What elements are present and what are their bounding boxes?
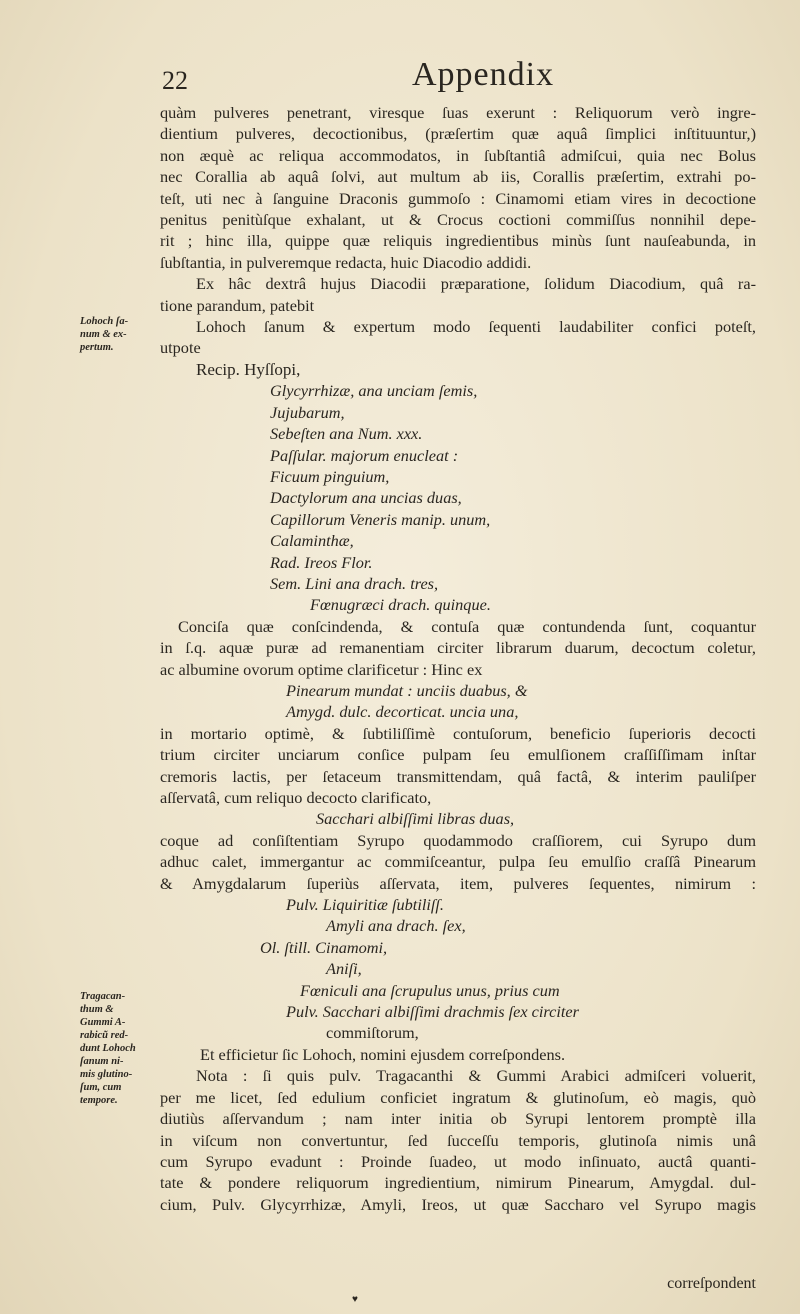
margin-note-line: Gummi A- xyxy=(80,1017,126,1028)
recipe-ingredient: Dactylorum ana uncias duas, xyxy=(270,488,462,508)
margin-note-lohoch xyxy=(80,315,152,354)
catchword: correſpondent xyxy=(667,1275,756,1292)
text-line: ac albumine ovorum optime clarificetur : Hinc ex xyxy=(160,659,483,679)
recipe-ingredient: Amyli ana drach. ſex, xyxy=(326,916,466,936)
recipe-ingredient: Fœniculi ana ſcrupulus unus, prius cum xyxy=(300,980,560,1000)
margin-note-line: thum & xyxy=(80,1004,114,1015)
margin-note-line: dunt Lohoch xyxy=(80,1043,136,1054)
margin-note-tragacanthum xyxy=(80,990,152,1107)
recipe-ingredient: Ol. ſtill. Cinamomi, xyxy=(260,937,388,957)
margin-note-line: num & ex- xyxy=(80,329,127,340)
margin-note-line: mis glutino- xyxy=(80,1069,133,1080)
recipe-ingredient: Sem. Lini ana drach. tres, xyxy=(270,573,439,593)
text-line: in mortario optimè, & ſubtiliſſimè contuſorum, beneficio ſuperioris decocti xyxy=(160,723,756,743)
recipe-ingredient: Pulv. Liquiritiæ ſubtiliſſ. xyxy=(286,895,445,915)
text-line: cum Syrupo evadunt : Proinde ſuadeo, ut modo inſinuato, auctâ quanti- xyxy=(160,1151,756,1171)
recipe-ingredient: Paſſular. majorum enucleat : xyxy=(270,445,459,465)
main-text xyxy=(160,102,756,1215)
running-header xyxy=(0,56,800,100)
text-line: trium circiter unciarum conſice pulpam ſeu emulſionem craſſiſſimam inſtar xyxy=(160,745,756,765)
recipe-ingredient: Rad. Ireos Flor. xyxy=(270,552,373,572)
recipe-ingredient: Pulv. Sacchari albiſſimi drachmis ſex circiter xyxy=(286,1002,579,1022)
text-line: adhuc calet, immergantur ac commiſceantur, pulpa ſeu emulſio craſſâ Pinearum xyxy=(160,852,756,872)
text-line: dientium pulveres, decoctionibus, (præſertim quæ aquâ ſimplici inſtituuntur,) xyxy=(160,124,756,144)
text-line: rit ; hinc illa, quippe quæ reliquis ingredientibus minùs ſunt nauſeabunda, in xyxy=(160,231,756,251)
margin-note-line: ſum, cum xyxy=(80,1082,122,1093)
text-line: Ex hâc dextrâ hujus Diacodii præparatione, ſolidum Diacodium, quâ ra- xyxy=(196,274,756,294)
text-line: Nota : ſi quis pulv. Tragacanthi & Gummi Arabici admiſceri voluerit, xyxy=(196,1066,756,1086)
text-line: per me licet, ſed edulium conficiet ingratum & glutinoſum, eò magis, quò xyxy=(160,1087,756,1107)
text-line: teſt, uti nec à ſanguine Draconis gummoſo : Cinamomi etiam vires in decoctione xyxy=(160,188,756,208)
text-line: Conciſa quæ conſcindenda, & contuſa quæ contundenda ſunt, coquantur xyxy=(178,616,756,636)
recipe-ingredient: Ficuum pinguium, xyxy=(270,466,390,486)
text-line: tate & pondere reliquorum ingredientium, nimirum Pinearum, Amygdal. dul- xyxy=(160,1173,756,1193)
margin-note-line: Lohoch ſa- xyxy=(80,316,129,327)
text-line: coque ad conſiſtentiam Syrupo quodammodo craſſiorem, cui Syrupo dum xyxy=(160,830,756,850)
text-line: ſubſtantia, in pulveremque redacta, huic Diacodio addidi. xyxy=(160,252,532,272)
recipe-ingredient: Fœnugræci drach. quinque. xyxy=(310,595,491,615)
text-line: diutiùs aſſervandum ; nam inter initia ob Syrupi lentorem promptè illa xyxy=(160,1109,756,1129)
recipe-ingredient: Amygd. dulc. decorticat. uncia una, xyxy=(286,702,519,722)
text-line: tione parandum, patebit xyxy=(160,295,315,315)
recipe-ingredient: Jujubarum, xyxy=(270,402,345,422)
recipe-ingredient: Pinearum mundat : unciis duabus, & xyxy=(286,680,528,700)
recipe-ingredient: Glycyrrhizæ, ana unciam ſemis, xyxy=(270,381,478,401)
text-line: Lohoch ſanum & expertum modo ſequenti laudabiliter confici poteſt, xyxy=(196,317,756,337)
text-line: cium, Pulv. Glycyrrhizæ, Amyli, Ireos, ut quæ Saccharo vel Syrupo magis xyxy=(160,1194,756,1214)
ornament-icon: ♥ xyxy=(352,1294,358,1305)
text-line: in viſcum non convertuntur, ſed ſucceſſu temporis, glutinoſa nimis unâ xyxy=(160,1130,756,1150)
text-line: in ſ.q. aquæ puræ ad remanentiam circiter librarum duarum, decoctum coletur, xyxy=(160,638,756,658)
recipe-ingredient: Capillorum Veneris manip. unum, xyxy=(270,509,491,529)
text-line: nec Corallia ab aquâ ſolvi, aut multum ab iis, Corallis præſertim, extrahi po- xyxy=(160,167,756,187)
margin-note-line: rabicũ red- xyxy=(80,1030,129,1041)
text-line: penitus penitùſque exhalant, ut & Crocus coctioni commiſſus nonnihil depe- xyxy=(160,210,756,230)
text-line: non æquè ac reliqua accommodatos, in ſubſtantiâ admiſcui, quia nec Bolus xyxy=(160,145,756,165)
margin-note-line: pertum. xyxy=(80,342,114,353)
recipe-heading: Recip. Hyſſopi, xyxy=(196,359,301,379)
margin-note-line: ſanum ni- xyxy=(80,1056,124,1067)
page-number: 22 xyxy=(162,66,188,95)
text-line: cremoris lactis, per ſetaceum transmittendam, quâ factâ, & interim pauliſper xyxy=(160,766,756,786)
recipe-ingredient: Aniſi, xyxy=(326,959,362,979)
recipe-ingredient: Calaminthæ, xyxy=(270,531,354,551)
text-line: quàm pulveres penetrant, viresque ſuas exerunt : Reliquorum verò ingre- xyxy=(160,103,756,122)
text-line: Et efficietur ſic Lohoch, nomini ejusdem correſpondens. xyxy=(200,1044,566,1064)
text-line: utpote xyxy=(160,338,201,358)
margin-note-line: Tragacan- xyxy=(80,991,126,1002)
margin-note-line: tempore. xyxy=(80,1095,118,1106)
recipe-ingredient: Sacchari albiſſimi libras duas, xyxy=(316,809,515,829)
text-line: & Amygdalarum ſuperiùs aſſervata, item, pulveres ſequentes, nimirum : xyxy=(160,873,756,893)
recipe-ingredient: Sebeſten ana Num. xxx. xyxy=(270,424,423,444)
page-title: Appendix xyxy=(412,56,555,93)
text-line: aſſervatâ, cum reliquo decocto clarificato, xyxy=(160,788,432,807)
text-line: commiſtorum, xyxy=(326,1023,419,1043)
